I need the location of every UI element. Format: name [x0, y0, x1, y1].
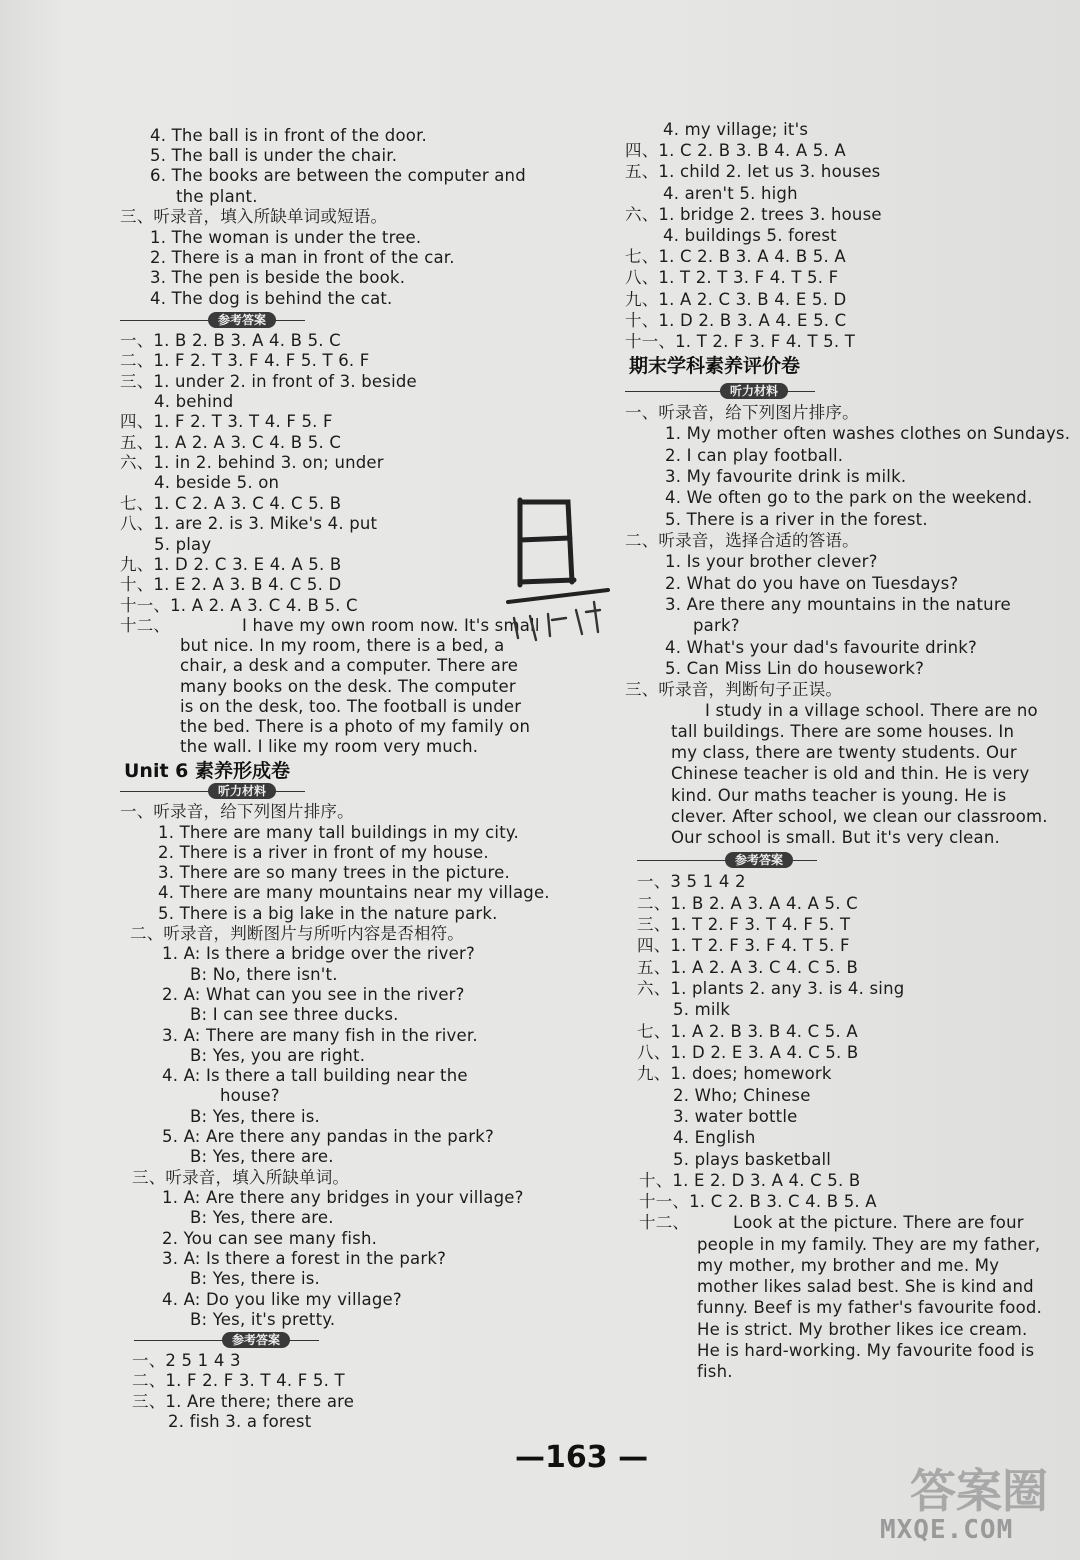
answer-line: 5. play	[154, 535, 212, 554]
watermark-url: MXQE.COM	[880, 1515, 1014, 1545]
answer-line: 六、1. bridge 2. trees 3. house	[625, 205, 882, 224]
text-line: 5. The ball is under the chair.	[150, 146, 398, 165]
passage-line: clever. After school, we clean our classroom.	[671, 807, 1048, 826]
answer-line: 七、1. A 2. B 3. B 4. C 5. A	[637, 1022, 858, 1041]
answer-line: 七、1. C 2. A 3. C 4. C 5. B	[120, 494, 342, 513]
listening-banner-label: 听力材料	[720, 383, 788, 399]
passage-line: tall buildings. There are some houses. In	[671, 722, 1015, 741]
section-title-unit6: Unit 6 素养形成卷	[124, 760, 290, 782]
essay-line: but nice. In my room, there is a bed, a	[180, 636, 505, 655]
essay-line: He is strict. My brother likes ice cream.	[697, 1320, 1028, 1339]
answer-line: 十、1. E 2. A 3. B 4. C 5. D	[120, 575, 342, 594]
answer-line: 九、1. A 2. C 3. B 4. E 5. D	[625, 290, 847, 309]
text-line: 4. The dog is behind the cat.	[150, 289, 393, 308]
answer-line: 六、1. in 2. behind 3. on; under	[120, 453, 384, 472]
answer-line: 4. beside 5. on	[154, 473, 280, 492]
answer-line: 4. behind	[154, 392, 234, 411]
text-line: B: Yes, there is.	[190, 1107, 320, 1126]
answer-line: 十一、1. T 2. F 3. F 4. T 5. T	[625, 332, 856, 351]
text-line: 4. A: Is there a tall building near the	[162, 1066, 468, 1085]
text-line: 3. A: Is there a forest in the park?	[162, 1249, 447, 1268]
essay-line: mother likes salad best. She is kind and	[697, 1277, 1034, 1296]
listening-banner-label: 听力材料	[208, 783, 276, 799]
text-line: 6. The books are between the computer and	[150, 166, 526, 185]
text-line: 1. My mother often washes clothes on Sundays.	[665, 424, 1071, 443]
passage-line: my class, there are twenty students. Our	[671, 743, 1017, 762]
answers-banner-label: 参考答案	[725, 852, 793, 868]
essay-line: my mother, my brother and me. My	[697, 1256, 1000, 1275]
page-number: —163 —	[515, 1440, 649, 1475]
text-line: park?	[693, 616, 740, 635]
listening-banner	[625, 382, 815, 400]
answer-line: 三、1. under 2. in front of 3. beside	[120, 372, 417, 391]
answers-banner-label: 参考答案	[222, 1332, 290, 1348]
answer-line: 五、1. A 2. A 3. C 4. C 5. B	[637, 958, 859, 977]
passage-line: Our school is small. But it's very clean.	[671, 828, 1000, 847]
text-line: 1. A: Are there any bridges in your village?	[162, 1188, 524, 1207]
text-line: 1. There are many tall buildings in my city.	[158, 823, 519, 842]
handwriting-mark	[490, 490, 620, 654]
passage-line: kind. Our maths teacher is young. He is	[671, 786, 1007, 805]
question-heading: 三、听录音，填入所缺单词。	[132, 1168, 350, 1187]
question-heading: 二、听录音，判断图片与所听内容是否相符。	[130, 924, 464, 943]
text-line: house?	[220, 1086, 280, 1105]
text-line: 2. What do you have on Tuesdays?	[665, 574, 959, 593]
text-line: B: I can see three ducks.	[190, 1005, 399, 1024]
essay-line: I have my own room now. It's small	[242, 616, 540, 635]
question-heading: 三、听录音，判断句子正误。	[625, 680, 843, 699]
answer-line: 3. water bottle	[673, 1107, 798, 1126]
answer-line: 4. aren't 5. high	[663, 184, 798, 203]
answer-line: 二、1. F 2. F 3. T 4. F 5. T	[132, 1371, 345, 1390]
text-line: 3. The pen is beside the book.	[150, 268, 406, 287]
text-line: 5. A: Are there any pandas in the park?	[162, 1127, 494, 1146]
answer-line: 二、1. F 2. T 3. F 4. F 5. T 6. F	[120, 351, 370, 370]
answer-line: 5. milk	[673, 1000, 731, 1019]
text-line: 2. A: What can you see in the river?	[162, 985, 465, 1004]
essay-line: is on the desk, too. The football is under	[180, 697, 522, 716]
question-heading: 二、听录音，选择合适的答语。	[625, 531, 859, 550]
answer-line: 九、1. does; homework	[637, 1064, 832, 1083]
answer-line: 五、1. A 2. A 3. C 4. B 5. C	[120, 433, 342, 452]
text-line: 4. What's your dad's favourite drink?	[665, 638, 977, 657]
text-line: 5. There is a big lake in the nature park.	[158, 904, 498, 923]
answer-line: 三、1. T 2. F 3. T 4. F 5. T	[637, 915, 851, 934]
answer-line: 一、1. B 2. B 3. A 4. B 5. C	[120, 331, 341, 350]
answer-line: 四、1. F 2. T 3. T 4. F 5. F	[120, 412, 333, 431]
text-line: 4. A: Do you like my village?	[162, 1290, 402, 1309]
text-line: B: Yes, there is.	[190, 1269, 320, 1288]
text-line: 3. A: There are many fish in the river.	[162, 1026, 478, 1045]
text-line: 2. There is a man in front of the car.	[150, 248, 455, 267]
text-line: 4. The ball is in front of the door.	[150, 126, 427, 145]
essay-line: the wall. I like my room very much.	[180, 737, 479, 756]
answer-line: 十一、1. C 2. B 3. C 4. B 5. A	[639, 1192, 877, 1211]
answer-line: 十二、	[120, 616, 171, 635]
answer-line: 4. English	[673, 1128, 756, 1147]
text-line: B: Yes, there are.	[190, 1147, 334, 1166]
text-line: 4. We often go to the park on the weekend.	[665, 488, 1033, 507]
passage-line: Chinese teacher is old and thin. He is very	[671, 764, 1030, 783]
essay-line: He is hard-working. My favourite food is	[697, 1341, 1035, 1360]
answer-line: 八、1. D 2. E 3. A 4. C 5. B	[637, 1043, 859, 1062]
text-line: B: Yes, it's pretty.	[190, 1310, 336, 1329]
answer-line: 5. plays basketball	[673, 1150, 832, 1169]
text-line: 5. Can Miss Lin do housework?	[665, 659, 925, 678]
text-line: 3. My favourite drink is milk.	[665, 467, 907, 486]
essay-line: funny. Beef is my father's favourite food.	[697, 1298, 1043, 1317]
text-line: 1. A: Is there a bridge over the river?	[162, 944, 475, 963]
answers-banner	[120, 311, 305, 329]
answer-line: 八、1. are 2. is 3. Mike's 4. put	[120, 514, 378, 533]
text-line: 2. I can play football.	[665, 446, 844, 465]
answers-banner	[637, 851, 817, 869]
text-line: 1. Is your brother clever?	[665, 552, 878, 571]
watermark	[880, 1455, 1070, 1555]
answer-line: 六、1. plants 2. any 3. is 4. sing	[637, 979, 905, 998]
essay-line: people in my family. They are my father,	[697, 1235, 1041, 1254]
answer-line: 4. my village; it's	[663, 120, 809, 139]
listening-banner	[120, 782, 305, 800]
text-line: 2. There is a river in front of my house.	[158, 843, 489, 862]
answer-line: 四、1. T 2. F 3. F 4. T 5. F	[637, 936, 850, 955]
watermark-logo: 答案圈	[910, 1464, 1048, 1518]
answers-banner	[134, 1331, 319, 1349]
text-line: B: No, there isn't.	[190, 965, 338, 984]
answer-line: 四、1. C 2. B 3. B 4. A 5. A	[625, 141, 846, 160]
answer-line: 十二、	[639, 1213, 690, 1232]
answer-line: 4. buildings 5. forest	[663, 226, 837, 245]
question-heading: 一、听录音，给下列图片排序。	[120, 802, 354, 821]
answer-line: 八、1. T 2. T 3. F 4. T 5. F	[625, 268, 839, 287]
question-heading: 一、听录音，给下列图片排序。	[625, 403, 859, 422]
text-line: 2. You can see many fish.	[162, 1229, 378, 1248]
text-line: the plant.	[176, 187, 258, 206]
answer-line: 一、2 5 1 4 3	[132, 1351, 241, 1370]
answer-line: 一、3 5 1 4 2	[637, 872, 746, 891]
answer-line: 十、1. E 2. D 3. A 4. C 5. B	[639, 1171, 861, 1190]
answers-banner-label: 参考答案	[208, 312, 276, 328]
text-line: B: Yes, you are right.	[190, 1046, 366, 1065]
answer-line: 三、1. Are there; there are	[132, 1392, 355, 1411]
essay-line: fish.	[697, 1362, 733, 1381]
answer-line: 九、1. D 2. C 3. E 4. A 5. B	[120, 555, 342, 574]
text-line: 5. There is a river in the forest.	[665, 510, 928, 529]
answer-line: 2. Who; Chinese	[673, 1086, 811, 1105]
question-heading: 三、听录音，填入所缺单词或短语。	[120, 207, 388, 226]
answer-line: 二、1. B 2. A 3. A 4. A 5. C	[637, 894, 858, 913]
answer-line: 十、1. D 2. B 3. A 4. E 5. C	[625, 311, 847, 330]
text-line: B: Yes, there are.	[190, 1208, 334, 1227]
text-line: 4. There are many mountains near my village.	[158, 883, 550, 902]
answer-line: 七、1. C 2. B 3. A 4. B 5. A	[625, 247, 846, 266]
essay-line: the bed. There is a photo of my family on	[180, 717, 531, 736]
answer-line: 五、1. child 2. let us 3. houses	[625, 162, 881, 181]
text-line: 1. The woman is under the tree.	[150, 228, 422, 247]
essay-line: chair, a desk and a computer. There are	[180, 656, 519, 675]
essay-line: many books on the desk. The computer	[180, 677, 516, 696]
essay-line: Look at the picture. There are four	[733, 1213, 1024, 1232]
section-title-final: 期末学科素养评价卷	[629, 355, 801, 377]
text-line: 3. There are so many trees in the picture.	[158, 863, 510, 882]
text-line: 3. Are there any mountains in the nature	[665, 595, 1011, 614]
answer-line: 十一、1. A 2. A 3. C 4. B 5. C	[120, 596, 358, 615]
passage-line: I study in a village school. There are no	[705, 701, 1038, 720]
answer-line: 2. fish 3. a forest	[168, 1412, 312, 1431]
handwriting-drawing	[490, 490, 620, 650]
